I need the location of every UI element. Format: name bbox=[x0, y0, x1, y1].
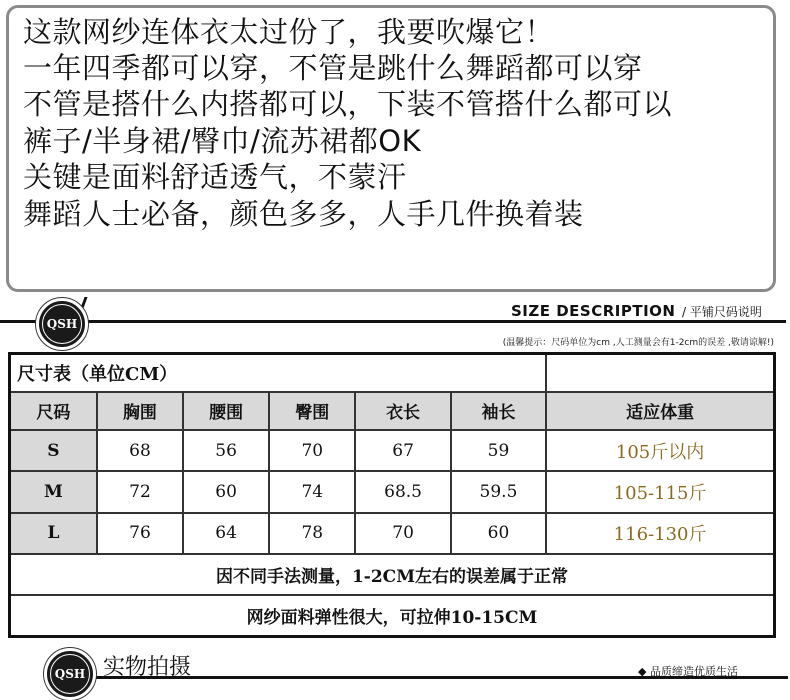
cell-length: 70 bbox=[355, 513, 450, 554]
measurement-note: (温馨提示：尺码单位为cm ,人工测量会有1-2cm的误差 ,敬请谅解!) bbox=[502, 338, 774, 348]
header-chest: 胸围 bbox=[97, 392, 183, 430]
cell-sleeve: 59.5 bbox=[451, 471, 546, 512]
cell-size: M bbox=[10, 471, 97, 512]
cell-sleeve: 60 bbox=[451, 513, 546, 554]
real-photos-title: 实物拍摄 bbox=[103, 655, 192, 680]
cell-chest: 68 bbox=[97, 430, 183, 471]
brand-logo-text: QSH bbox=[42, 304, 82, 344]
cell-weight: 105斤以内 bbox=[546, 430, 774, 471]
table-caption: 尺寸表（单位CM） bbox=[10, 354, 547, 392]
brand-logo-bottom bbox=[44, 648, 96, 700]
diamond-icon: ◆ bbox=[638, 665, 650, 678]
header-sleeve: 袖长 bbox=[451, 392, 546, 430]
table-row bbox=[10, 430, 775, 471]
cell-hip: 78 bbox=[269, 513, 355, 554]
table-caption-blank bbox=[546, 354, 774, 392]
promo-line-6: 舞蹈人士必备，颜色多多，人手几件换着装 bbox=[23, 197, 584, 231]
cell-weight: 116-130斤 bbox=[546, 513, 774, 554]
cell-weight: 105-115斤 bbox=[546, 471, 774, 512]
cell-length: 68.5 bbox=[355, 471, 450, 512]
cell-waist: 64 bbox=[183, 513, 269, 554]
slogan bbox=[638, 663, 738, 679]
promo-line-2: 一年四季都可以穿，不管是跳什么舞蹈都可以穿 bbox=[23, 51, 643, 85]
promo-line-4: 裤子/半身裙/臀巾/流苏裙都OK bbox=[23, 124, 422, 158]
promo-line-1: 这款网纱连体衣太过份了，我要吹爆它！ bbox=[23, 15, 555, 49]
promo-line-5: 关键是面料舒适透气，不蒙汗 bbox=[23, 160, 407, 194]
promo-box bbox=[6, 5, 776, 292]
header-length: 衣长 bbox=[355, 392, 450, 430]
header-waist: 腰围 bbox=[183, 392, 269, 430]
header-weight: 适应体重 bbox=[546, 392, 774, 430]
header-hip: 臀围 bbox=[269, 392, 355, 430]
table-row bbox=[10, 471, 775, 512]
footnote-2: 网纱面料弹性很大，可拉伸10-15CM bbox=[10, 595, 775, 636]
table-row bbox=[10, 513, 775, 554]
size-description-subtitle: / 平铺尺码说明 bbox=[682, 305, 762, 319]
header-size: 尺码 bbox=[10, 392, 97, 430]
cell-length: 67 bbox=[355, 430, 450, 471]
footnote-1: 因不同手法测量，1-2CM左右的误差属于正常 bbox=[10, 554, 775, 595]
promo-line-3: 不管是搭什么内搭都可以，下装不管搭什么都可以 bbox=[23, 87, 673, 121]
cell-sleeve: 59 bbox=[451, 430, 546, 471]
cell-size: S bbox=[10, 430, 97, 471]
cell-hip: 74 bbox=[269, 471, 355, 512]
cell-chest: 72 bbox=[97, 471, 183, 512]
size-description-title: SIZE DESCRIPTION bbox=[511, 302, 676, 320]
cell-waist: 60 bbox=[183, 471, 269, 512]
brand-logo-bottom-text: QSH bbox=[50, 654, 90, 694]
brand-logo bbox=[36, 298, 88, 350]
section-rule bbox=[0, 320, 786, 323]
cell-waist: 56 bbox=[183, 430, 269, 471]
table-header-row bbox=[10, 392, 775, 430]
cell-hip: 70 bbox=[269, 430, 355, 471]
cell-chest: 76 bbox=[97, 513, 183, 554]
slogan-text: 品质缔造优质生活 bbox=[649, 665, 738, 678]
size-table bbox=[8, 352, 776, 638]
cell-size: L bbox=[10, 513, 97, 554]
